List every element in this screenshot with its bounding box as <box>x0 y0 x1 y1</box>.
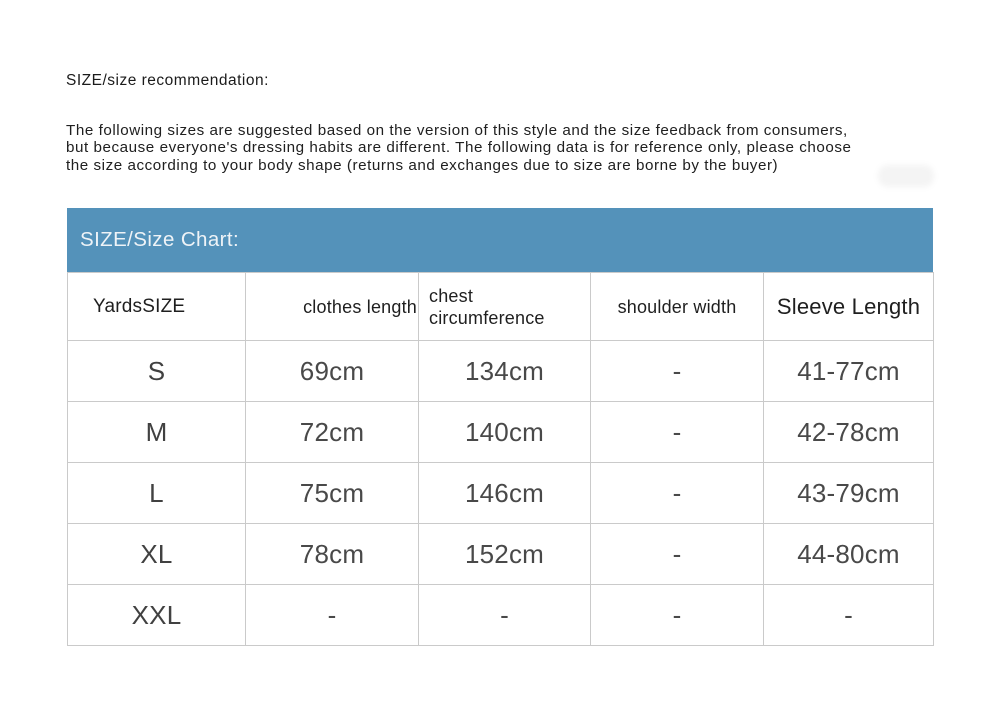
cell-shoulder-width: - <box>591 402 764 463</box>
cell-chest-circumference: 134cm <box>419 341 591 402</box>
cell-size-label: XXL <box>68 585 246 646</box>
cell-clothes-length: - <box>246 585 419 646</box>
cell-size-label: M <box>68 402 246 463</box>
description-line: The following sizes are suggested based on the version of this style and the size feedback from consumers, <box>66 122 848 139</box>
size-chart-banner <box>67 208 933 272</box>
size-chart-banner-label: SIZE/Size Chart: <box>80 228 240 251</box>
cell-sleeve-length: 41-77cm <box>764 341 934 402</box>
cell-chest-circumference: 140cm <box>419 402 591 463</box>
table-row-s <box>68 341 934 402</box>
table-row-xl <box>68 524 934 585</box>
table-header-row <box>68 273 934 341</box>
cell-shoulder-width: - <box>591 585 764 646</box>
cell-sleeve-length: 43-79cm <box>764 463 934 524</box>
description-line: but because everyone's dressing habits are different. The following data is for reference only, please choose <box>66 139 852 157</box>
cell-clothes-length: 75cm <box>246 463 419 524</box>
column-header-shoulder-width: shoulder width <box>591 273 764 341</box>
cell-size-label: S <box>68 341 246 402</box>
cell-sleeve-length: - <box>764 585 934 646</box>
cell-sleeve-length: 44-80cm <box>764 524 934 585</box>
column-header-sleeve-length: Sleeve Length <box>764 273 934 341</box>
description-line: the size according to your body shape (returns and exchanges due to size are borne by the buyer) <box>66 156 779 174</box>
cell-clothes-length: 69cm <box>246 341 419 402</box>
table-row-l <box>68 463 934 524</box>
cell-clothes-length: 78cm <box>246 524 419 585</box>
column-header-chest-circumference: chest circumference <box>419 273 591 341</box>
cell-shoulder-width: - <box>591 341 764 402</box>
section-heading: SIZE/size recommendation: <box>66 72 269 89</box>
column-header-yards-size: YardsSIZE <box>68 273 246 341</box>
cell-shoulder-width: - <box>591 524 764 585</box>
cell-size-label: XL <box>68 524 246 585</box>
size-description <box>66 122 852 174</box>
cell-chest-circumference: 152cm <box>419 524 591 585</box>
table-row-xxl <box>68 585 934 646</box>
table-row-m <box>68 402 934 463</box>
cell-chest-circumference: 146cm <box>419 463 591 524</box>
column-header-clothes-length: clothes length <box>246 273 419 341</box>
faint-image-artifact <box>878 165 934 187</box>
cell-chest-circumference: - <box>419 585 591 646</box>
size-chart-table <box>67 272 934 646</box>
cell-shoulder-width: - <box>591 463 764 524</box>
cell-clothes-length: 72cm <box>246 402 419 463</box>
cell-sleeve-length: 42-78cm <box>764 402 934 463</box>
cell-size-label: L <box>68 463 246 524</box>
